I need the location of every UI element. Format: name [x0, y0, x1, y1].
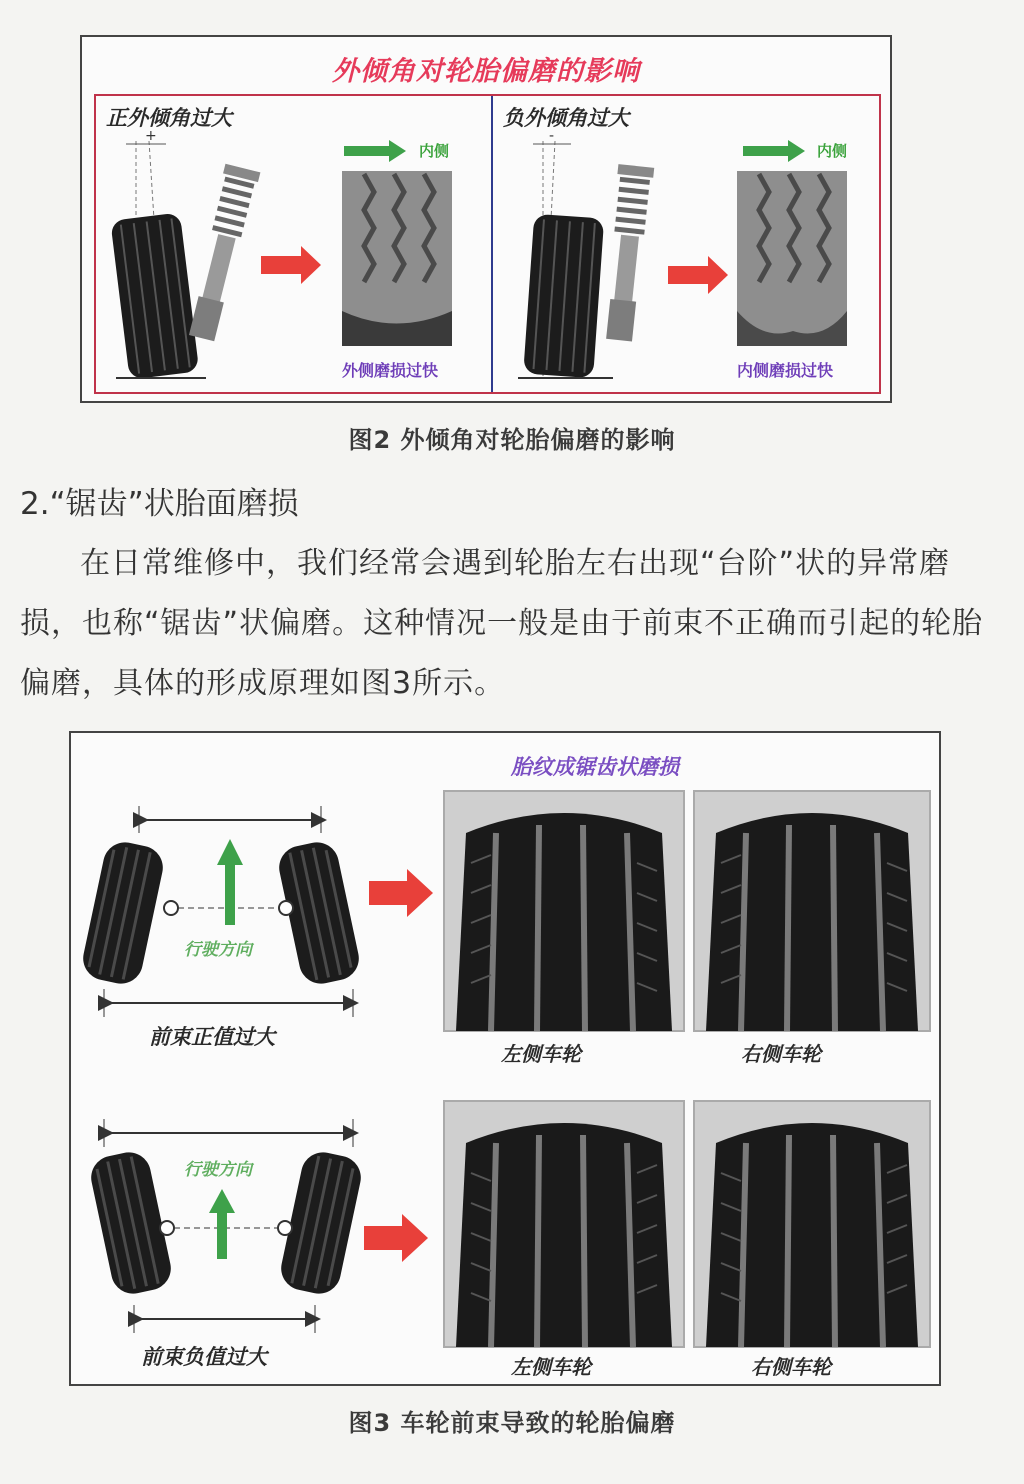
figure-3-caption: 图3 车轮前束导致的轮胎偏磨 [348, 1409, 676, 1437]
driving-direction-arrow-icon [217, 839, 243, 925]
tread-photo-bottom-right [694, 1101, 930, 1347]
strut-icon [183, 164, 260, 343]
negative-camber-heading: 负外倾角过大 [503, 106, 629, 130]
driving-direction-arrow-icon [209, 1189, 235, 1259]
right-wheel-label: 右侧车轮 [751, 1355, 831, 1379]
strut-icon [600, 164, 654, 342]
inner-direction-arrow-icon [743, 140, 805, 162]
result-arrow-icon [369, 869, 433, 917]
toe-in-label: 前束正值过大 [149, 1025, 275, 1049]
tilted-tire-icon [110, 212, 199, 379]
result-arrow-icon [364, 1214, 428, 1262]
toe-in-diagram [79, 806, 433, 1017]
driving-direction-label: 行驶方向 [184, 940, 252, 960]
negative-camber-panel [493, 96, 886, 392]
figure-2-caption: 图2 外倾角对轮胎偏磨的影响 [348, 426, 676, 454]
tread-photo-bottom-left [444, 1101, 684, 1347]
inner-wear-tread-image [737, 171, 847, 346]
inner-side-label: 内侧 [817, 142, 848, 160]
inner-wear-label: 内侧磨损过快 [737, 361, 834, 380]
section-heading: 2.“锯齿”状胎面磨损 [20, 486, 299, 522]
left-wheel-icon [79, 838, 167, 987]
body-paragraph: 在日常维修中，我们经常会遇到轮胎左右出现“台阶”状的异常磨损，也称“锯齿”状偏磨。这种情况一般是由于前束不正确而引起的轮胎偏磨，具体的形成原理如图3所示。 [20, 546, 984, 701]
inner-side-label: 内侧 [419, 142, 450, 160]
figure-2 [80, 35, 892, 403]
left-wheel-label: 左侧车轮 [511, 1355, 591, 1379]
outer-wear-label: 外侧磨损过快 [342, 361, 439, 380]
tilted-tire-icon [523, 214, 604, 378]
inner-direction-arrow-icon [344, 140, 406, 162]
camber-sign: - [549, 128, 555, 144]
result-arrow-icon [261, 246, 321, 284]
positive-camber-panel [96, 96, 489, 392]
outer-wear-tread-image [342, 171, 452, 346]
left-wheel-label: 左侧车轮 [501, 1042, 581, 1066]
result-arrow-icon [668, 256, 728, 294]
tread-photo-top-right [694, 791, 930, 1031]
driving-direction-label: 行驶方向 [184, 1160, 252, 1180]
figure-3-title: 胎纹成锯齿状磨损 [511, 755, 679, 779]
right-wheel-label: 右侧车轮 [741, 1042, 821, 1066]
positive-camber-heading: 正外倾角过大 [106, 106, 232, 130]
tread-photo-top-left [444, 791, 684, 1031]
figure-2-panels [94, 94, 881, 394]
toe-out-diagram [87, 1119, 428, 1333]
camber-sign: + [145, 128, 157, 144]
figure-2-title: 外倾角对轮胎偏磨的影响 [332, 56, 640, 87]
figure-3 [69, 731, 941, 1386]
toe-out-label: 前束负值过大 [141, 1345, 267, 1369]
